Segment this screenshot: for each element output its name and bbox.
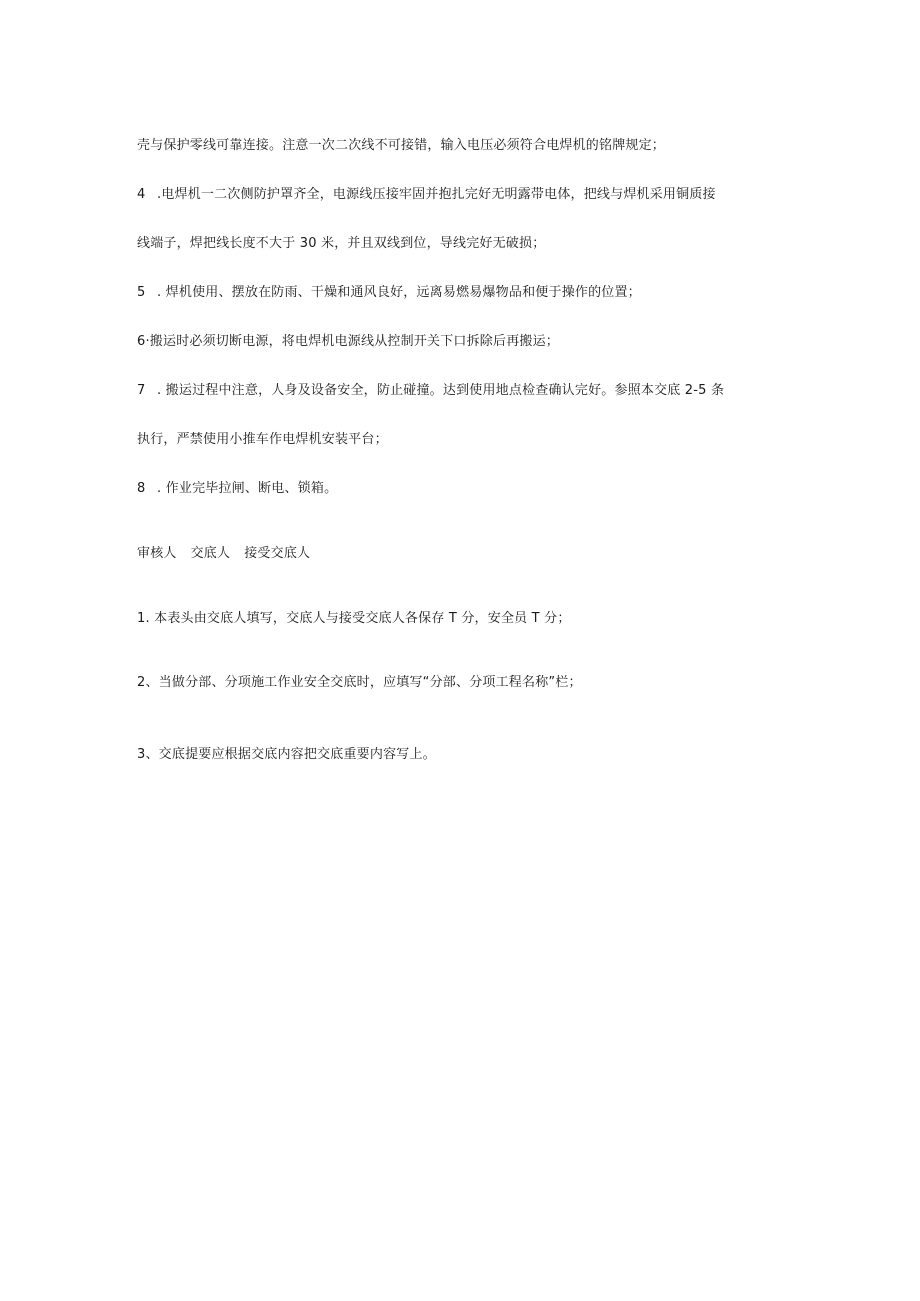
note-text: 3、交底提要应根据交底内容把交底重要内容写上。	[137, 747, 436, 762]
line-text: . 搬运过程中注意，人身及设备安全，防止碰撞。达到使用地点检查确认完好。参照本交底 2-5 条	[157, 383, 725, 398]
reviewer-label: 审核人	[137, 546, 177, 561]
item-number: 7	[137, 383, 146, 398]
text-line-item-6	[137, 333, 559, 351]
line-text: 线端子，焊把线长度不大于 30 米，并且双线到位，导线完好无破损；	[137, 236, 546, 251]
item-number: 4	[137, 187, 146, 202]
line-text: . 作业完毕拉闸、断电、锁箱。	[157, 481, 338, 496]
receiver-label: 接受交底人	[244, 546, 311, 561]
line-text: . 焊机使用、摆放在防雨、干燥和通风良好，远离易燃易爆物品和便于操作的位置；	[157, 285, 641, 300]
note-2	[137, 674, 582, 692]
note-3	[137, 746, 436, 764]
text-line-item-7	[137, 382, 724, 400]
item-number: 5	[137, 285, 146, 300]
text-line-item-4	[137, 186, 716, 204]
note-1	[137, 610, 571, 628]
note-text: 2、当做分部、分项施工作业安全交底时，应填写“分部、分项工程名称”栏；	[137, 675, 582, 690]
item-number: 8	[137, 481, 146, 496]
line-text: 壳与保护零线可靠连接。注意一次二次线不可接错，输入电压必须符合电焊机的铭牌规定；	[137, 138, 666, 153]
signature-row	[137, 545, 310, 563]
text-line-continuation	[137, 137, 665, 155]
line-text: 6·搬运时必须切断电源，将电焊机电源线从控制开关下口拆除后再搬运；	[137, 334, 560, 349]
note-text: 1. 本表头由交底人填写，交底人与接受交底人各保存 T 分，安全员 T 分；	[137, 611, 571, 626]
text-line-item-5	[137, 284, 641, 302]
text-line-item-4-cont	[137, 235, 545, 253]
line-text: 执行，严禁使用小推车作电焊机安装平台；	[137, 432, 388, 447]
line-text: .电焊机一二次侧防护罩齐全，电源线压接牢固并抱扎完好无明露带电体，把线与焊机采用铜质接	[157, 187, 716, 202]
text-line-item-8	[137, 480, 337, 498]
presenter-label: 交底人	[190, 546, 231, 561]
text-line-item-7-cont	[137, 431, 388, 449]
